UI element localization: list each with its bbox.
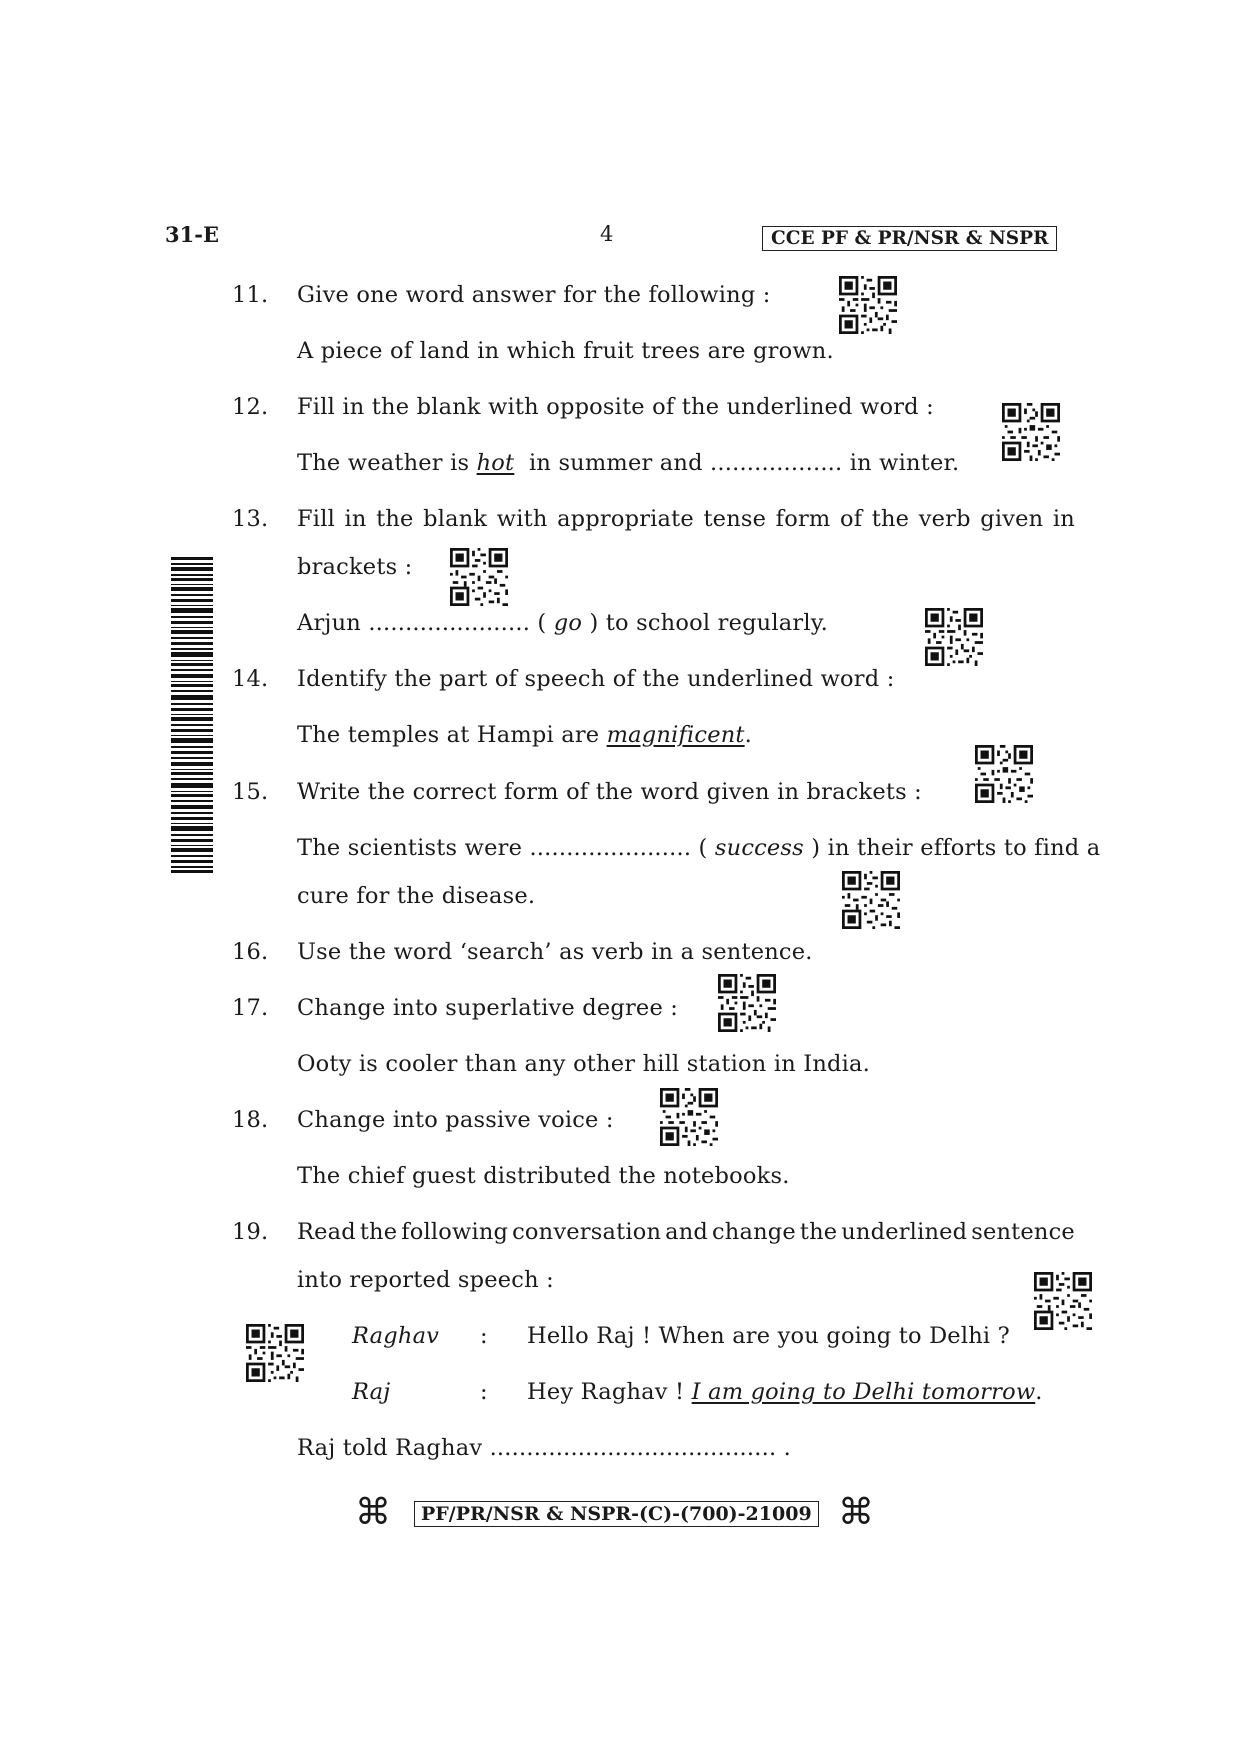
q17-line: Ooty is cooler than any other hill station in India. (297, 1051, 871, 1077)
qr-code (975, 745, 1033, 803)
page-number: 4 (600, 222, 614, 246)
q18-number: 18. (232, 1107, 269, 1133)
qr-code (660, 1088, 718, 1146)
q19-answer-line: Raj told Raghav ....................................... . (297, 1435, 792, 1461)
q17-prompt: Change into superlative degree : (297, 995, 679, 1021)
word: of (839, 506, 863, 532)
qr-code (925, 608, 983, 666)
q15-prompt: Write the correct form of the word given in brackets : (297, 779, 922, 805)
q14-post: . (744, 722, 753, 748)
raj-line-post: . (1035, 1379, 1043, 1405)
command-symbol-icon: ⌘ (355, 1492, 391, 1533)
word: conversation (512, 1219, 662, 1245)
side-barcode (171, 557, 213, 873)
footer-code-box: PF/PR/NSR & NSPR-(C)-(700)-21009 (414, 1501, 819, 1527)
q12-prompt: Fill in the blank with opposite of the underlined word : (297, 394, 934, 420)
word: the (359, 1219, 398, 1245)
q11-line: A piece of land in which fruit trees are grown. (297, 338, 834, 364)
q15-pre: The scientists were ...................... ( (297, 835, 715, 861)
q13-line (297, 610, 828, 636)
barcode-graphic (171, 557, 213, 873)
q13-pre: Arjun ...................... ( (297, 610, 554, 636)
q16-number: 16. (232, 939, 269, 965)
q15-post: ) in their efforts to find a (803, 835, 1101, 861)
qr-code (1002, 403, 1060, 461)
qr-code (450, 548, 508, 606)
q13-prompt-continued: brackets : (297, 554, 413, 580)
q12-line (297, 450, 959, 476)
q13-number: 13. (232, 506, 269, 532)
q13-post: ) to school regularly. (582, 610, 829, 636)
dialogue-line-raghav: Hello Raj ! When are you going to Delhi ? (527, 1323, 1010, 1349)
q19-number: 19. (232, 1219, 269, 1245)
q11-number: 11. (232, 282, 269, 308)
word: and (665, 1219, 709, 1245)
command-symbol-icon: ⌘ (838, 1492, 874, 1533)
raj-underlined-sentence: I am going to Delhi tomorrow (691, 1379, 1036, 1405)
q16-prompt: Use the word ‘search’ as verb in a sentence. (297, 939, 813, 965)
q13-prompt (297, 506, 1075, 532)
q18-prompt: Change into passive voice : (297, 1107, 614, 1133)
q12-pre: The weather is (297, 450, 477, 476)
q15-word: success (714, 835, 804, 861)
q12-underlined-word: hot (476, 450, 515, 476)
word: appropriate (557, 506, 694, 532)
word: the (376, 506, 414, 532)
dialogue-colon: : (480, 1323, 488, 1349)
word: in (344, 506, 367, 532)
q12-number: 12. (232, 394, 269, 420)
word: sentence (971, 1219, 1075, 1245)
q17-number: 17. (232, 995, 269, 1021)
raj-line-pre: Hey Raghav ! (527, 1379, 692, 1405)
word: verb (918, 506, 971, 532)
q12-post: in summer and .................. in winter. (514, 450, 960, 476)
word: form (775, 506, 831, 532)
word: underlined (841, 1219, 968, 1245)
dialogue-colon: : (480, 1379, 488, 1405)
word: following (401, 1219, 509, 1245)
qr-code (839, 276, 897, 334)
qr-code (718, 974, 776, 1032)
qr-code (842, 871, 900, 929)
q15-number: 15. (232, 779, 269, 805)
word: the (871, 506, 910, 532)
q14-number: 14. (232, 666, 269, 692)
q15-line (297, 835, 1100, 861)
word: tense (703, 506, 767, 532)
q13-verb: go (553, 610, 583, 636)
dialogue-speaker-raghav: Raghav (352, 1323, 440, 1349)
word: given (980, 506, 1044, 532)
qr-code (1034, 1272, 1092, 1330)
word: the (799, 1219, 838, 1245)
q19-prompt (297, 1219, 1075, 1245)
q11-prompt: Give one word answer for the following : (297, 282, 771, 308)
q14-pre: The temples at Hampi are (297, 722, 607, 748)
qr-code (246, 1324, 304, 1382)
dialogue-line-raj (527, 1379, 1043, 1405)
q14-prompt: Identify the part of speech of the underlined word : (297, 666, 895, 692)
q14-line (297, 722, 752, 748)
q18-line: The chief guest distributed the notebooks. (297, 1163, 790, 1189)
word: in (1052, 506, 1075, 532)
dialogue-speaker-raj: Raj (352, 1379, 391, 1405)
word: with (496, 506, 548, 532)
paper-code: 31-E (165, 222, 219, 247)
course-code-box: CCE PF & PR/NSR & NSPR (762, 226, 1057, 251)
word: change (711, 1219, 796, 1245)
q14-underlined-word: magnificent (606, 722, 745, 748)
word: blank (423, 506, 488, 532)
word: Fill (297, 506, 335, 532)
q19-prompt-continued: into reported speech : (297, 1267, 554, 1293)
word: Read (297, 1219, 356, 1245)
q15-line-continued: cure for the disease. (297, 883, 536, 909)
